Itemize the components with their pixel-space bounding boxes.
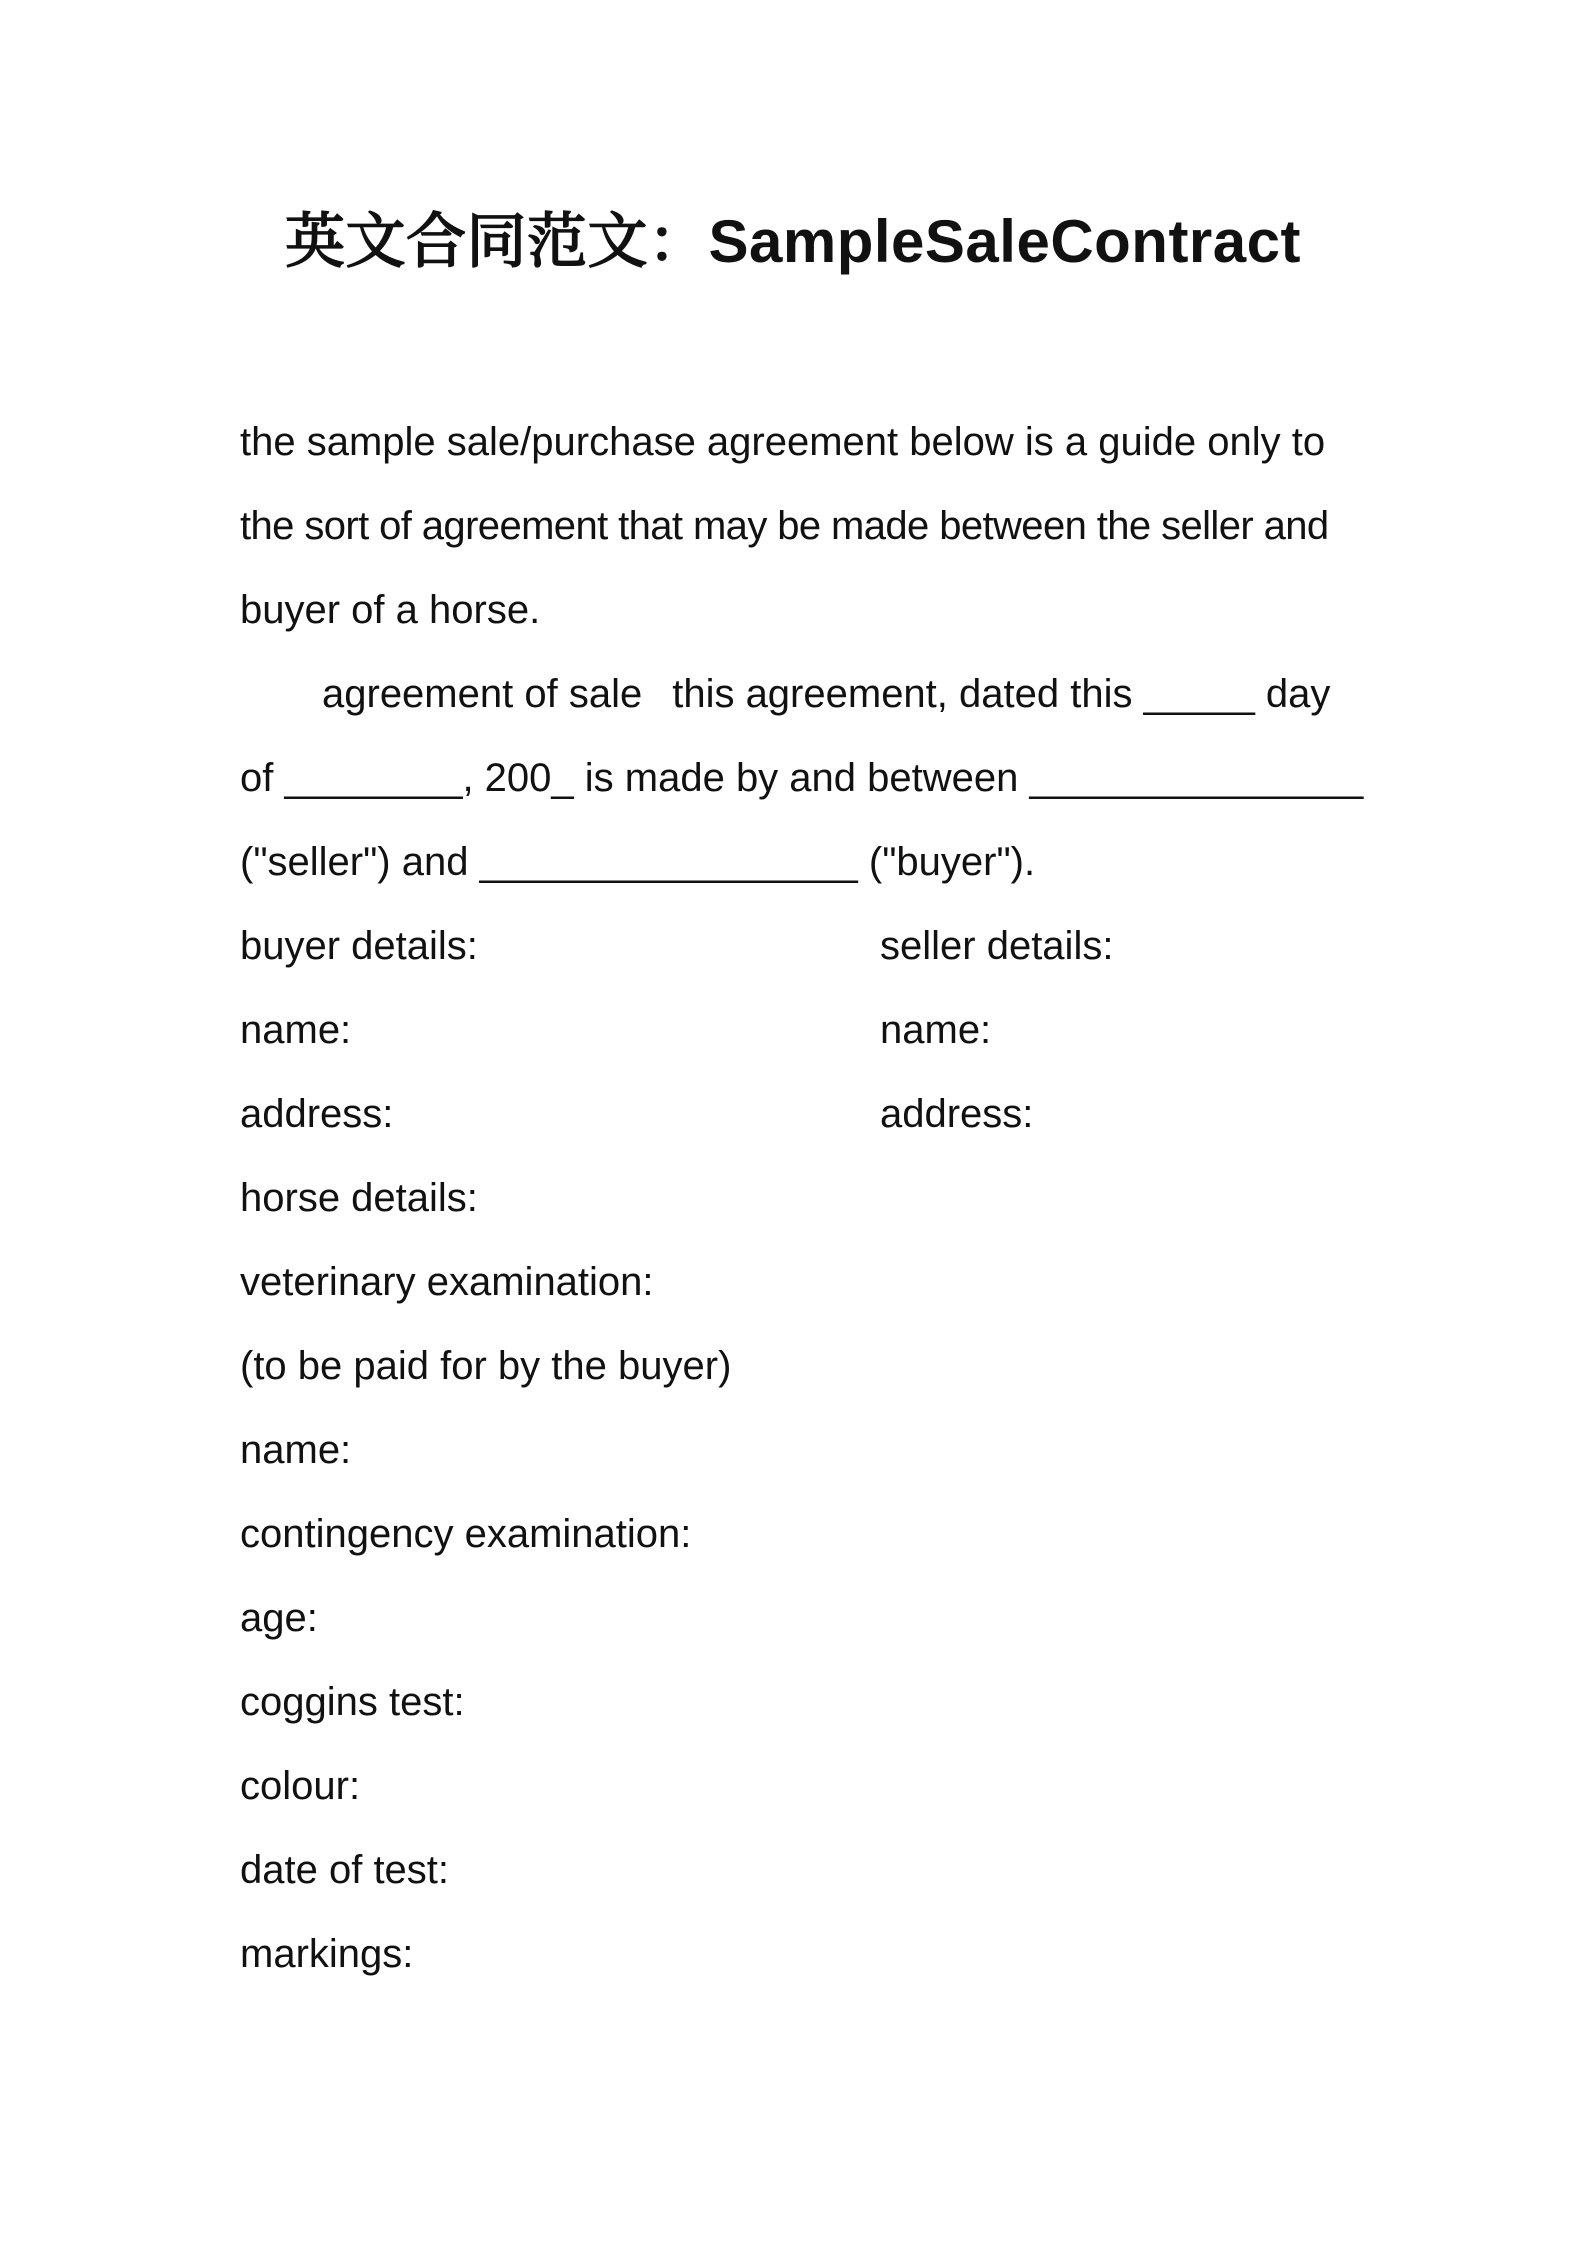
- agreement-line-1: [240, 652, 1350, 736]
- agreement-dated-text: this agreement, dated this _____ day: [672, 672, 1331, 716]
- document-body: [240, 400, 1364, 1996]
- agreement-line-2: [240, 736, 1364, 820]
- agreement-roles-text: ("seller") and _________________ ("buyer").: [240, 840, 1036, 884]
- agreement-parties-text: of ________, 200_ is made by and between _______________: [240, 756, 1364, 800]
- seller-details-heading: seller details:: [880, 924, 1114, 968]
- details-heading-row: [240, 904, 1350, 988]
- field-veterinary-examination: veterinary examination:: [240, 1260, 654, 1304]
- field-date-of-test: date of test:: [240, 1848, 450, 1892]
- field-contingency-examination: contingency examination:: [240, 1512, 692, 1556]
- seller-name-label: name:: [880, 1008, 992, 1052]
- field-horse-details: horse details:: [240, 1176, 478, 1220]
- agreement-heading: agreement of sale: [322, 672, 643, 716]
- field-colour: colour:: [240, 1764, 361, 1808]
- field-coggins-test: coggins test:: [240, 1680, 465, 1724]
- intro-line-1: [240, 400, 1350, 484]
- field-vet-name: name:: [240, 1428, 352, 1472]
- seller-address-label: address:: [880, 1092, 1034, 1136]
- details-address-row: [240, 1072, 1350, 1156]
- intro-text-1: the sample sale/purchase agreement below is a guide only to: [240, 420, 1326, 464]
- intro-line-2: [240, 484, 1350, 568]
- field-markings: markings:: [240, 1932, 414, 1976]
- intro-line-3: [240, 568, 1350, 652]
- field-paid-by-buyer-note: (to be paid for by the buyer): [240, 1344, 732, 1388]
- buyer-name-label: name:: [240, 1008, 352, 1052]
- document-title: 英文合同范文：SampleSaleContract: [284, 208, 1302, 275]
- agreement-line-3: [240, 820, 1350, 904]
- intro-text-3: buyer of a horse.: [240, 588, 541, 632]
- buyer-address-label: address:: [240, 1092, 394, 1136]
- details-name-row: [240, 988, 1350, 1072]
- buyer-details-heading: buyer details:: [240, 924, 478, 968]
- field-age: age:: [240, 1596, 318, 1640]
- intro-text-2: the sort of agreement that may be made between the seller and: [240, 504, 1329, 548]
